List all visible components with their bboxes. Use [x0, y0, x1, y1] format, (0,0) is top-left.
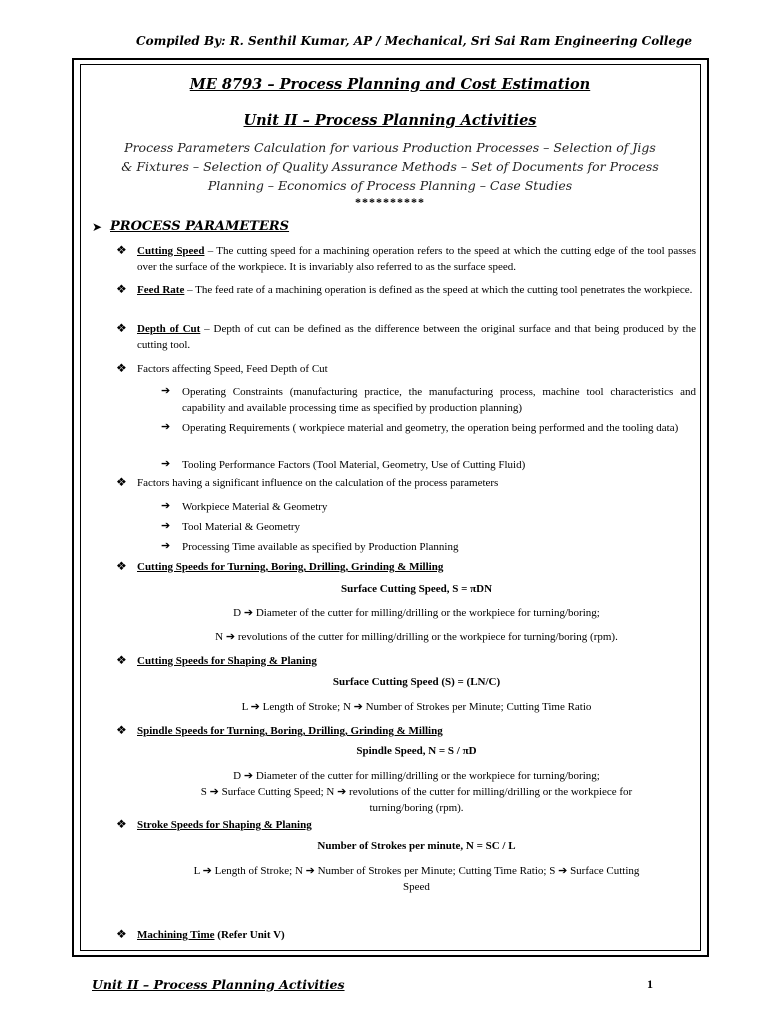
diamond-bullet-icon: ❖ — [116, 653, 127, 667]
syllabus-line: & Fixtures – Selection of Quality Assurance Methods – Set of Documents for Process — [121, 159, 659, 174]
formula-definition: Speed — [403, 881, 430, 893]
list-item: Tooling Performance Factors (Tool Material, Geometry, Use of Cutting Fluid) — [182, 459, 526, 471]
arrow-right-icon: ➔ — [337, 786, 347, 798]
diamond-bullet-icon: ❖ — [116, 475, 127, 489]
shaping-formula: Surface Cutting Speed (S) = (LN/C) — [332, 676, 501, 688]
list-item: Workpiece Material & Geometry — [182, 501, 328, 513]
diamond-bullet-icon: ❖ — [116, 361, 127, 375]
turning-speeds-heading: Cutting Speeds for Turning, Boring, Drilling, Grinding & Milling — [137, 561, 444, 573]
section-title: PROCESS PARAMETERS — [110, 219, 290, 234]
formula-definition: turning/boring (rpm). — [369, 802, 464, 814]
arrow-right-icon: ➔ — [161, 421, 171, 433]
depth-of-cut-term: Depth of Cut — [137, 323, 201, 335]
arrow-right-icon: ➔ — [161, 385, 171, 397]
formula-definition: D ➔ Diameter of the cutter for milling/drilling or the workpiece for turning/boring; — [233, 607, 600, 619]
diamond-bullet-icon: ❖ — [116, 927, 127, 941]
arrow-right-icon: ➔ — [305, 865, 315, 877]
diamond-bullet-icon: ❖ — [116, 817, 127, 831]
machining-time-term: Machining Time — [137, 929, 215, 941]
list-item: Operating Constraints (manufacturing practice, the manufacturing process, machine tool characteristics and capability and available processing time as specified by production planning) — [182, 386, 696, 414]
course-title: ME 8793 – Process Planning and Cost Estimation — [189, 76, 591, 93]
diamond-bullet-icon: ❖ — [116, 282, 127, 296]
formula-definition: L ➔ Length of Stroke; N ➔ Number of Strokes per Minute; Cutting Time Ratio; S ➔ Surface Cutting — [193, 865, 640, 877]
spindle-speeds-heading: Spindle Speeds for Turning, Boring, Drilling, Grinding & Milling — [137, 725, 443, 737]
stroke-speeds-heading: Stroke Speeds for Shaping & Planing — [137, 819, 312, 831]
arrow-right-icon: ➔ — [161, 500, 171, 512]
syllabus-line: Process Parameters Calculation for various Production Processes – Selection of Jigs — [124, 140, 656, 155]
factors-affecting-label: Factors affecting Speed, Feed Depth of Cut — [137, 363, 328, 375]
arrow-right-icon: ➔ — [243, 770, 254, 782]
formula-definition: N ➔ revolutions of the cutter for milling/drilling or the workpiece for turning/boring (rpm). — [215, 631, 618, 643]
syllabus-line: Planning – Economics of Process Planning – Case Studies — [207, 178, 573, 193]
footer-title: Unit II – Process Planning Activities — [92, 977, 345, 992]
formula-definition: S ➔ Surface Cutting Speed; N ➔ revolutions of the cutter for milling/drilling or the workpiece for — [200, 786, 633, 798]
unit-title: Unit II – Process Planning Activities — [243, 112, 537, 129]
page-number: 1 — [647, 977, 653, 991]
strokes-per-minute-formula: Number of Strokes per minute, N = SC / L — [317, 840, 516, 852]
arrow-right-icon: ➔ — [161, 458, 171, 470]
arrow-right-icon: ➔ — [161, 520, 171, 532]
formula-definition: D ➔ Diameter of the cutter for milling/drilling or the workpiece for turning/boring; — [233, 770, 600, 782]
arrow-right-icon: ➔ — [558, 865, 568, 877]
diamond-bullet-icon: ❖ — [116, 321, 127, 335]
shaping-speeds-heading: Cutting Speeds for Shaping & Planing — [137, 655, 317, 667]
list-item: Processing Time available as specified by Production Planning — [182, 541, 459, 553]
list-item: Tool Material & Geometry — [182, 521, 301, 533]
arrow-right-icon: ➔ — [202, 865, 212, 877]
list-item: Operating Requirements ( workpiece material and geometry, the operation being performed and the tooling data) — [182, 422, 679, 434]
surface-cutting-speed-formula: Surface Cutting Speed, S = πDN — [340, 583, 493, 595]
cutting-speed-term: Cutting Speed — [137, 245, 205, 257]
arrow-right-icon: ➔ — [353, 701, 363, 713]
arrow-right-icon: ➔ — [225, 631, 236, 643]
page-header: Compiled By: R. Senthil Kumar, AP / Mechanical, Sri Sai Ram Engineering College — [136, 34, 692, 48]
syllabus-topics — [84, 138, 696, 195]
spindle-speed-formula: Spindle Speed, N = S / πD — [356, 745, 477, 757]
formula-definition: L ➔ Length of Stroke; N ➔ Number of Strokes per Minute; Cutting Time Ratio — [241, 701, 592, 713]
arrowhead-bullet-icon: ➤ — [92, 220, 103, 234]
arrow-right-icon: ➔ — [250, 701, 260, 713]
arrow-right-icon: ➔ — [209, 786, 219, 798]
diamond-bullet-icon: ❖ — [116, 243, 127, 257]
cutting-speed-definition: Cutting Speed – The cutting speed for a machining operation refers to the speed at which the cutting edge of the tool passes over the surface of the workpiece. It is invariably also referred to as the surface speed. — [137, 245, 696, 273]
arrow-right-icon: ➔ — [243, 607, 254, 619]
diamond-bullet-icon: ❖ — [116, 723, 127, 737]
separator-stars: ********** — [355, 195, 425, 209]
diamond-bullet-icon: ❖ — [116, 559, 127, 573]
feed-rate-term: Feed Rate — [137, 284, 185, 296]
arrow-right-icon: ➔ — [161, 540, 171, 552]
feed-rate-definition: Feed Rate – The feed rate of a machining operation is defined as the speed at which the cutting tool penetrates the workpiece. — [137, 284, 693, 296]
depth-of-cut-definition: Depth of Cut – Depth of cut can be defined as the difference between the original surface and that being produced by the cutting tool. — [137, 323, 697, 351]
factors-influence-label: Factors having a significant influence on the calculation of the process parameters — [137, 477, 499, 489]
machining-time-item: Machining Time (Refer Unit V) — [137, 929, 285, 941]
